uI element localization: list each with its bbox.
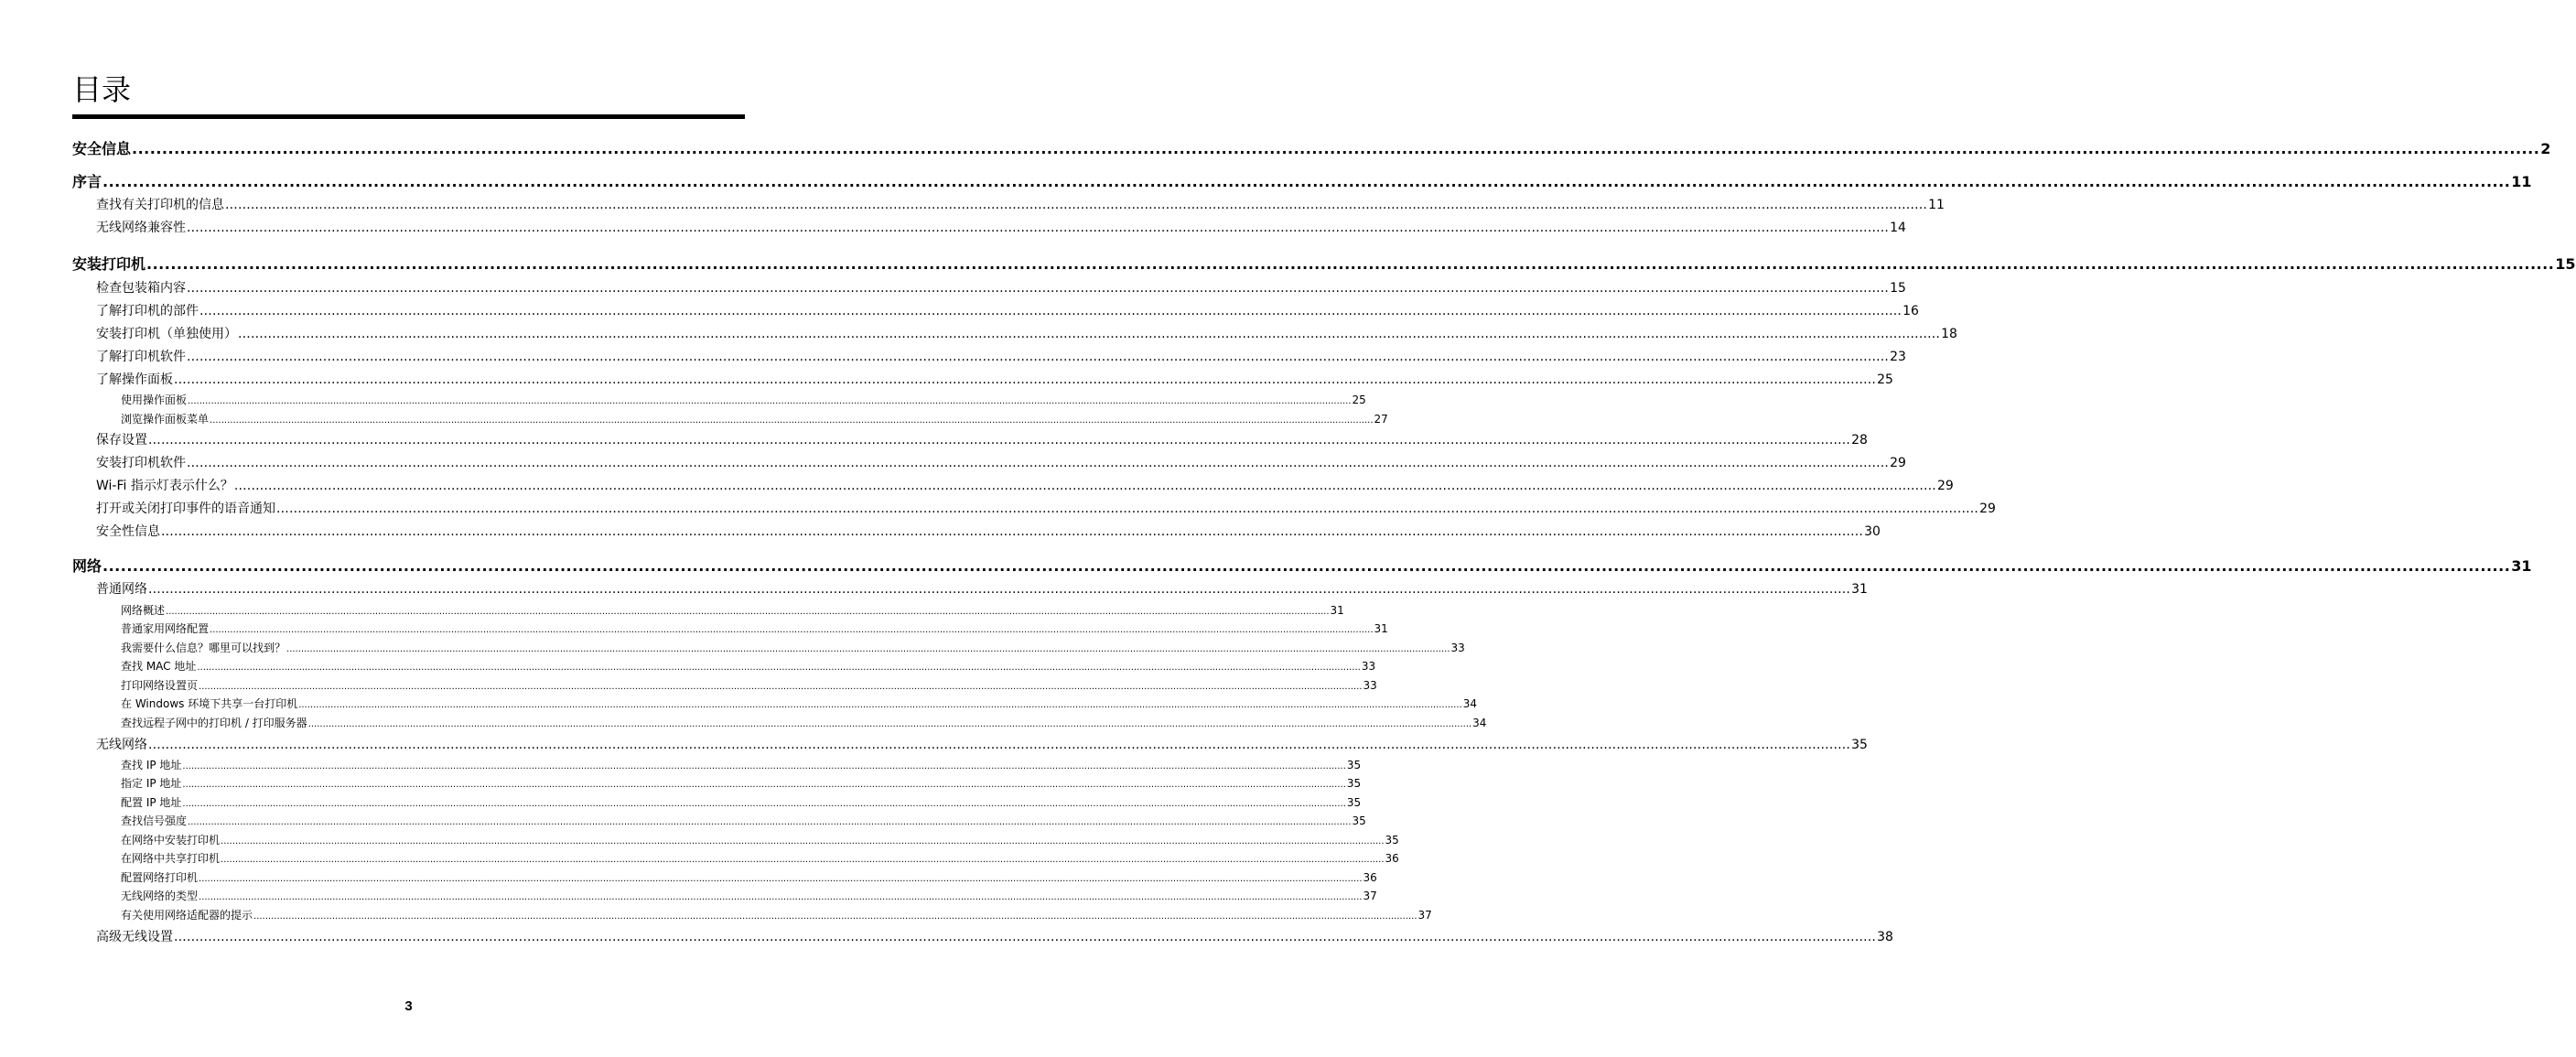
dot-leader: ................................................................................................................................................................................................................................................................................................................................................................................................................ <box>188 396 1352 406</box>
toc-entry-level2[interactable] <box>96 325 1957 343</box>
toc-entry-level3[interactable] <box>121 411 1388 427</box>
toc-entry-label: 无线网络兼容性 <box>96 221 186 235</box>
toc-entry-label: 打开或关闭打印事件的语音通知 <box>96 502 275 516</box>
toc-entry-page: 29 <box>1936 479 1954 493</box>
toc-entry-level3[interactable] <box>121 888 1377 904</box>
dot-leader: ................................................................................................................................................................................................................................................................................................................................................................................................................ <box>238 327 1941 341</box>
dot-leader: ................................................................................................................................................................................................................................................................................................................................................................................................................ <box>199 304 1902 318</box>
dot-leader: ................................................................................................................................................................................................................................................................................................................................................................................................................ <box>148 433 1851 448</box>
toc-entry-page: 34 <box>1472 717 1487 729</box>
toc-entry-page: 25 <box>1352 394 1366 406</box>
dot-leader: ................................................................................................................................................................................................................................................................................................................................................................................................................ <box>174 930 1877 944</box>
title-rule <box>72 114 745 119</box>
dot-leader: ................................................................................................................................................................................................................................................................................................................................................................................................................ <box>146 255 2555 273</box>
toc-entry-level3[interactable] <box>121 850 1399 867</box>
toc-entry-label: 网络概述 <box>121 604 166 617</box>
toc-entry-label: 无线网络的类型 <box>121 890 199 902</box>
toc-entry-level3[interactable] <box>121 640 1465 656</box>
dot-leader: ................................................................................................................................................................................................................................................................................................................................................................................................................ <box>199 874 1363 884</box>
toc-entry-page: 36 <box>1385 852 1399 865</box>
toc-entry-label: 安装打印机软件 <box>96 456 186 470</box>
toc-entry-label: 配置 IP 地址 <box>121 796 182 809</box>
toc-entry-page: 33 <box>1363 679 1377 692</box>
toc-entry-label: 查找 MAC 地址 <box>121 660 197 673</box>
toc-entry-page: 25 <box>1877 372 1893 387</box>
toc-entry-level1[interactable] <box>72 555 2532 577</box>
toc-entry-level3[interactable] <box>121 869 1377 886</box>
toc-entry-page: 35 <box>1346 777 1362 790</box>
toc-entry-label: 配置网络打印机 <box>121 871 199 884</box>
toc-entry-page: 16 <box>1902 304 1919 318</box>
dot-leader: ................................................................................................................................................................................................................................................................................................................................................................................................................ <box>197 663 1361 673</box>
toc-entry-level2[interactable] <box>96 500 1996 518</box>
toc-entry-label: 安全信息 <box>72 140 132 157</box>
toc-entry-page: 30 <box>1864 524 1881 539</box>
dot-leader: ................................................................................................................................................................................................................................................................................................................................................................................................................ <box>221 855 1385 865</box>
dot-leader: ................................................................................................................................................................................................................................................................................................................................................................................................................ <box>210 625 1374 635</box>
toc-entry-level2[interactable] <box>96 523 1881 541</box>
toc-entry-page: 31 <box>1374 622 1388 635</box>
dot-leader: ................................................................................................................................................................................................................................................................................................................................................................................................................ <box>182 780 1346 790</box>
toc-entry-level1[interactable] <box>72 253 2576 275</box>
toc-entry-level2[interactable] <box>96 736 1868 754</box>
dot-leader: ................................................................................................................................................................................................................................................................................................................................................................................................................ <box>132 140 2540 157</box>
toc-entry-label: 安装打印机 <box>72 255 146 273</box>
toc-entry-page: 15 <box>2555 255 2576 273</box>
toc-entry-level3[interactable] <box>121 620 1388 637</box>
toc-entry-page: 31 <box>2511 557 2532 575</box>
toc-entry-level1[interactable] <box>72 138 2551 160</box>
dot-leader: ................................................................................................................................................................................................................................................................................................................................................................................................................ <box>210 415 1374 426</box>
toc-entry-label: 在网络中共享打印机 <box>121 852 221 865</box>
page-number: 3 <box>404 998 413 1014</box>
dot-leader: ................................................................................................................................................................................................................................................................................................................................................................................................................ <box>182 799 1346 809</box>
toc-entry-label: 检查包装箱内容 <box>96 281 186 296</box>
dot-leader: ................................................................................................................................................................................................................................................................................................................................................................................................................ <box>187 281 1890 296</box>
toc-entry-page: 29 <box>1979 502 1996 516</box>
dot-leader: ................................................................................................................................................................................................................................................................................................................................................................................................................ <box>286 644 1450 654</box>
toc-entry-page: 27 <box>1374 413 1388 426</box>
toc-entry-label: 安装打印机（单独使用） <box>96 327 237 341</box>
toc-entry-label: 了解打印机软件 <box>96 350 186 364</box>
toc-entry-page: 35 <box>1346 796 1362 809</box>
toc-entry-level2[interactable] <box>96 580 1868 599</box>
page-title: 目录 <box>72 72 132 107</box>
dot-leader: ................................................................................................................................................................................................................................................................................................................................................................................................................ <box>233 479 1936 493</box>
toc-entry-level3[interactable] <box>121 794 1362 811</box>
toc-entry-label: 了解打印机的部件 <box>96 304 199 318</box>
dot-leader: ................................................................................................................................................................................................................................................................................................................................................................................................................ <box>225 198 1928 212</box>
toc-entry-page: 35 <box>1851 738 1868 752</box>
toc-entry-label: 安全性信息 <box>96 524 160 539</box>
dot-leader: ................................................................................................................................................................................................................................................................................................................................................................................................................ <box>298 700 1462 710</box>
toc-entry-page: 11 <box>1928 198 1945 212</box>
toc-entry-level2[interactable] <box>96 348 1906 366</box>
toc-entry-level2[interactable] <box>96 477 1954 495</box>
toc-entry-page: 33 <box>1361 660 1376 673</box>
toc-entry-label: 普通家用网络配置 <box>121 622 210 635</box>
dot-leader: ................................................................................................................................................................................................................................................................................................................................................................................................................ <box>188 817 1352 827</box>
toc-entry-page: 29 <box>1890 456 1906 470</box>
dot-leader: ................................................................................................................................................................................................................................................................................................................................................................................................................ <box>187 350 1890 364</box>
toc-entry-label: 查找信号强度 <box>121 814 188 827</box>
toc-entry-page: 15 <box>1890 281 1906 296</box>
toc-entry-page: 11 <box>2511 173 2532 190</box>
toc-entry-level2[interactable] <box>96 928 1893 946</box>
toc-entry-label: 保存设置 <box>96 433 147 448</box>
toc-entry-label: 网络 <box>72 557 102 575</box>
toc-entry-page: 23 <box>1890 350 1906 364</box>
toc-entry-page: 31 <box>1851 582 1868 597</box>
dot-leader: ................................................................................................................................................................................................................................................................................................................................................................................................................ <box>148 738 1851 752</box>
dot-leader: ................................................................................................................................................................................................................................................................................................................................................................................................................ <box>174 372 1877 387</box>
toc-entry-level1[interactable] <box>72 171 2532 193</box>
toc-entry-label: 序言 <box>72 173 102 190</box>
toc-entry-level3[interactable] <box>121 658 1376 674</box>
toc-entry-label: 高级无线设置 <box>96 930 173 944</box>
dot-leader: ................................................................................................................................................................................................................................................................................................................................................................................................................ <box>199 682 1363 692</box>
toc-entry-page: 28 <box>1851 433 1868 448</box>
toc-entry-label: 我需要什么信息？哪里可以找到？ <box>121 642 286 654</box>
toc-entry-label: 使用操作面板 <box>121 394 188 406</box>
toc-entry-level3[interactable] <box>121 392 1366 408</box>
toc-entry-page: 14 <box>1890 221 1906 235</box>
dot-leader: ................................................................................................................................................................................................................................................................................................................................................................................................................ <box>253 911 1417 922</box>
toc-entry-label: 在 Windows 环境下共享一台打印机 <box>121 697 298 710</box>
dot-leader: ................................................................................................................................................................................................................................................................................................................................................................................................................ <box>102 557 2511 575</box>
toc-entry-level2[interactable] <box>96 219 1906 237</box>
toc-entry-label: 无线网络 <box>96 738 147 752</box>
toc-entry-page: 35 <box>1346 759 1362 771</box>
dot-leader: ................................................................................................................................................................................................................................................................................................................................................................................................................ <box>182 761 1346 771</box>
toc-entry-label: 有关使用网络适配器的提示 <box>121 909 253 922</box>
toc-entry-label: 查找 IP 地址 <box>121 759 182 771</box>
toc-entry-page: 37 <box>1363 890 1377 902</box>
dot-leader: ................................................................................................................................................................................................................................................................................................................................................................................................................ <box>102 173 2511 190</box>
dot-leader: ................................................................................................................................................................................................................................................................................................................................................................................................................ <box>276 502 1979 516</box>
toc-entry-level2[interactable] <box>96 371 1893 389</box>
toc-entry-page: 35 <box>1385 834 1399 847</box>
dot-leader: ................................................................................................................................................................................................................................................................................................................................................................................................................ <box>187 456 1890 470</box>
dot-leader: ................................................................................................................................................................................................................................................................................................................................................................................................................ <box>187 221 1890 235</box>
toc-entry-page: 36 <box>1363 871 1377 884</box>
toc-entry-label: 查找有关打印机的信息 <box>96 198 224 212</box>
toc-entry-level2[interactable] <box>96 279 1906 297</box>
toc-entry-label: 查找远程子网中的打印机 / 打印服务器 <box>121 717 307 729</box>
toc-entry-label: 浏览操作面板菜单 <box>121 413 210 426</box>
toc-entry-level2[interactable] <box>96 431 1868 449</box>
dot-leader: ................................................................................................................................................................................................................................................................................................................................................................................................................ <box>307 719 1472 729</box>
toc-entry-level2[interactable] <box>96 196 1945 214</box>
toc-entry-level3[interactable] <box>121 696 1477 712</box>
toc-entry-level3[interactable] <box>121 602 1344 619</box>
toc-entry-page: 38 <box>1877 930 1893 944</box>
toc-entry-page: 34 <box>1462 697 1477 710</box>
toc-entry-level3[interactable] <box>121 677 1377 694</box>
toc-entry-page: 18 <box>1941 327 1957 341</box>
toc-entry-page: 33 <box>1450 642 1465 654</box>
toc-entry-label: 打印网络设置页 <box>121 679 199 692</box>
dot-leader: ................................................................................................................................................................................................................................................................................................................................................................................................................ <box>221 836 1385 847</box>
dot-leader: ................................................................................................................................................................................................................................................................................................................................................................................................................ <box>161 524 1864 539</box>
toc-entry-level2[interactable] <box>96 302 1919 320</box>
dot-leader: ................................................................................................................................................................................................................................................................................................................................................................................................................ <box>199 892 1363 902</box>
toc-entry-level3[interactable] <box>121 775 1362 792</box>
dot-leader: ................................................................................................................................................................................................................................................................................................................................................................................................................ <box>166 607 1330 617</box>
toc-entry-level3[interactable] <box>121 832 1399 848</box>
toc-entry-level3[interactable] <box>121 907 1432 923</box>
toc-entry-level3[interactable] <box>121 813 1366 829</box>
toc-entry-level3[interactable] <box>121 757 1362 773</box>
toc-entry-level3[interactable] <box>121 715 1487 731</box>
toc-entry-page: 35 <box>1352 814 1366 827</box>
toc-entry-label: 了解操作面板 <box>96 372 173 387</box>
toc-entry-page: 2 <box>2540 140 2551 157</box>
toc-entry-label: 普通网络 <box>96 582 147 597</box>
toc-entry-level2[interactable] <box>96 454 1906 472</box>
toc-entry-label: 指定 IP 地址 <box>121 777 182 790</box>
toc-entry-label: Wi-Fi 指示灯表示什么？ <box>96 479 233 493</box>
toc-entry-page: 37 <box>1417 909 1432 922</box>
dot-leader: ................................................................................................................................................................................................................................................................................................................................................................................................................ <box>148 582 1851 597</box>
toc-entry-page: 31 <box>1330 604 1344 617</box>
toc-entry-label: 在网络中安装打印机 <box>121 834 221 847</box>
